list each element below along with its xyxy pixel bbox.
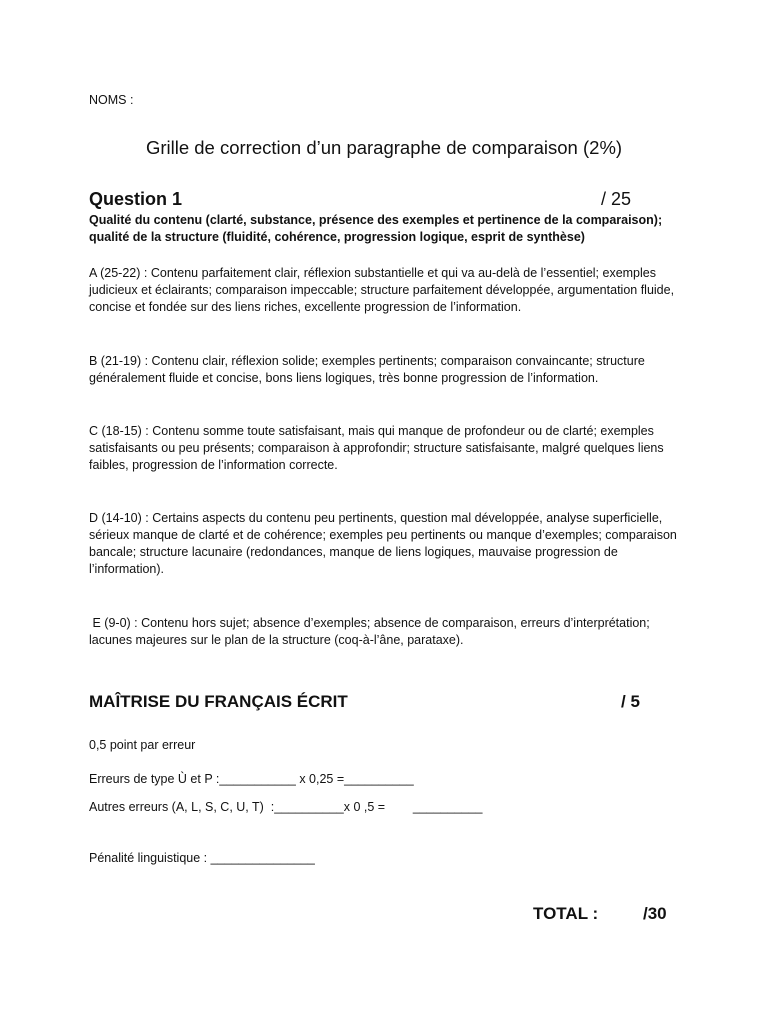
level-c: C (18-15) : Contenu somme toute satisfaisant, mais qui manque de profondeur ou de clarté; exemples satisfaisants ou peu présents; comparaison à approfondir; structure satisfaisante, malgré quelques liens faibles, progression de l’information correcte. bbox=[89, 424, 664, 472]
level-b: B (21-19) : Contenu clair, réflexion solide; exemples pertinents; comparaison convaincante; structure généralement fluide et concise, bons liens logiques, très bonne progression de l’information. bbox=[89, 354, 645, 385]
francais-title: MAÎTRISE DU FRANÇAIS ÉCRIT bbox=[89, 692, 348, 711]
total-label: TOTAL : bbox=[533, 904, 599, 923]
francais-rule: 0,5 point par erreur bbox=[89, 738, 196, 752]
linguistic-penalty: Pénalité linguistique : _______________ bbox=[89, 851, 315, 865]
level-a: A (25-22) : Contenu parfaitement clair, réflexion substantielle et qui va au-delà de l’essentiel; exemples judicieux et éclairants; comparaison impeccable; structure parfaitement développée, argumentation fluide, concise et fondée sur des liens riches, excellente progression de l’information. bbox=[89, 266, 675, 314]
level-d: D (14-10) : Certains aspects du contenu peu pertinents, question mal développée, analyse superficielle, sérieux manque de clarté et de cohérence; exemples peu pertinents ou manque d’exemples; comparaison bancale; structure lacunaire (redondances, manque de liens logiques, mauvaise progression de l’information). bbox=[89, 511, 677, 576]
question-score: / 25 bbox=[601, 189, 632, 209]
noms-label: NOMS : bbox=[89, 93, 134, 107]
level-e: E (9-0) : Contenu hors sujet; absence d’exemples; absence de comparaison, erreurs d’interprétation; lacunes majeures sur le plan de la structure (coq-à-l’âne, parataxe). bbox=[89, 616, 654, 647]
total-score: /30 bbox=[643, 904, 667, 923]
francais-score: / 5 bbox=[621, 692, 640, 711]
question-title: Question 1 bbox=[89, 189, 183, 209]
document-title: Grille de correction d’un paragraphe de comparaison (2%) bbox=[145, 137, 623, 158]
question-criteria: Qualité du contenu (clarté, substance, présence des exemples et pertinence de la comparaison); qualité de la structure (fluidité, cohérence, progression logique, esprit de synthèse) bbox=[89, 213, 663, 244]
error-line-other: Autres erreurs (A, L, S, C, U, T) :__________x 0 ,5 = __________ bbox=[89, 800, 483, 814]
error-line-u-p: Erreurs de type Ù et P :___________ x 0,25 =__________ bbox=[89, 772, 414, 786]
